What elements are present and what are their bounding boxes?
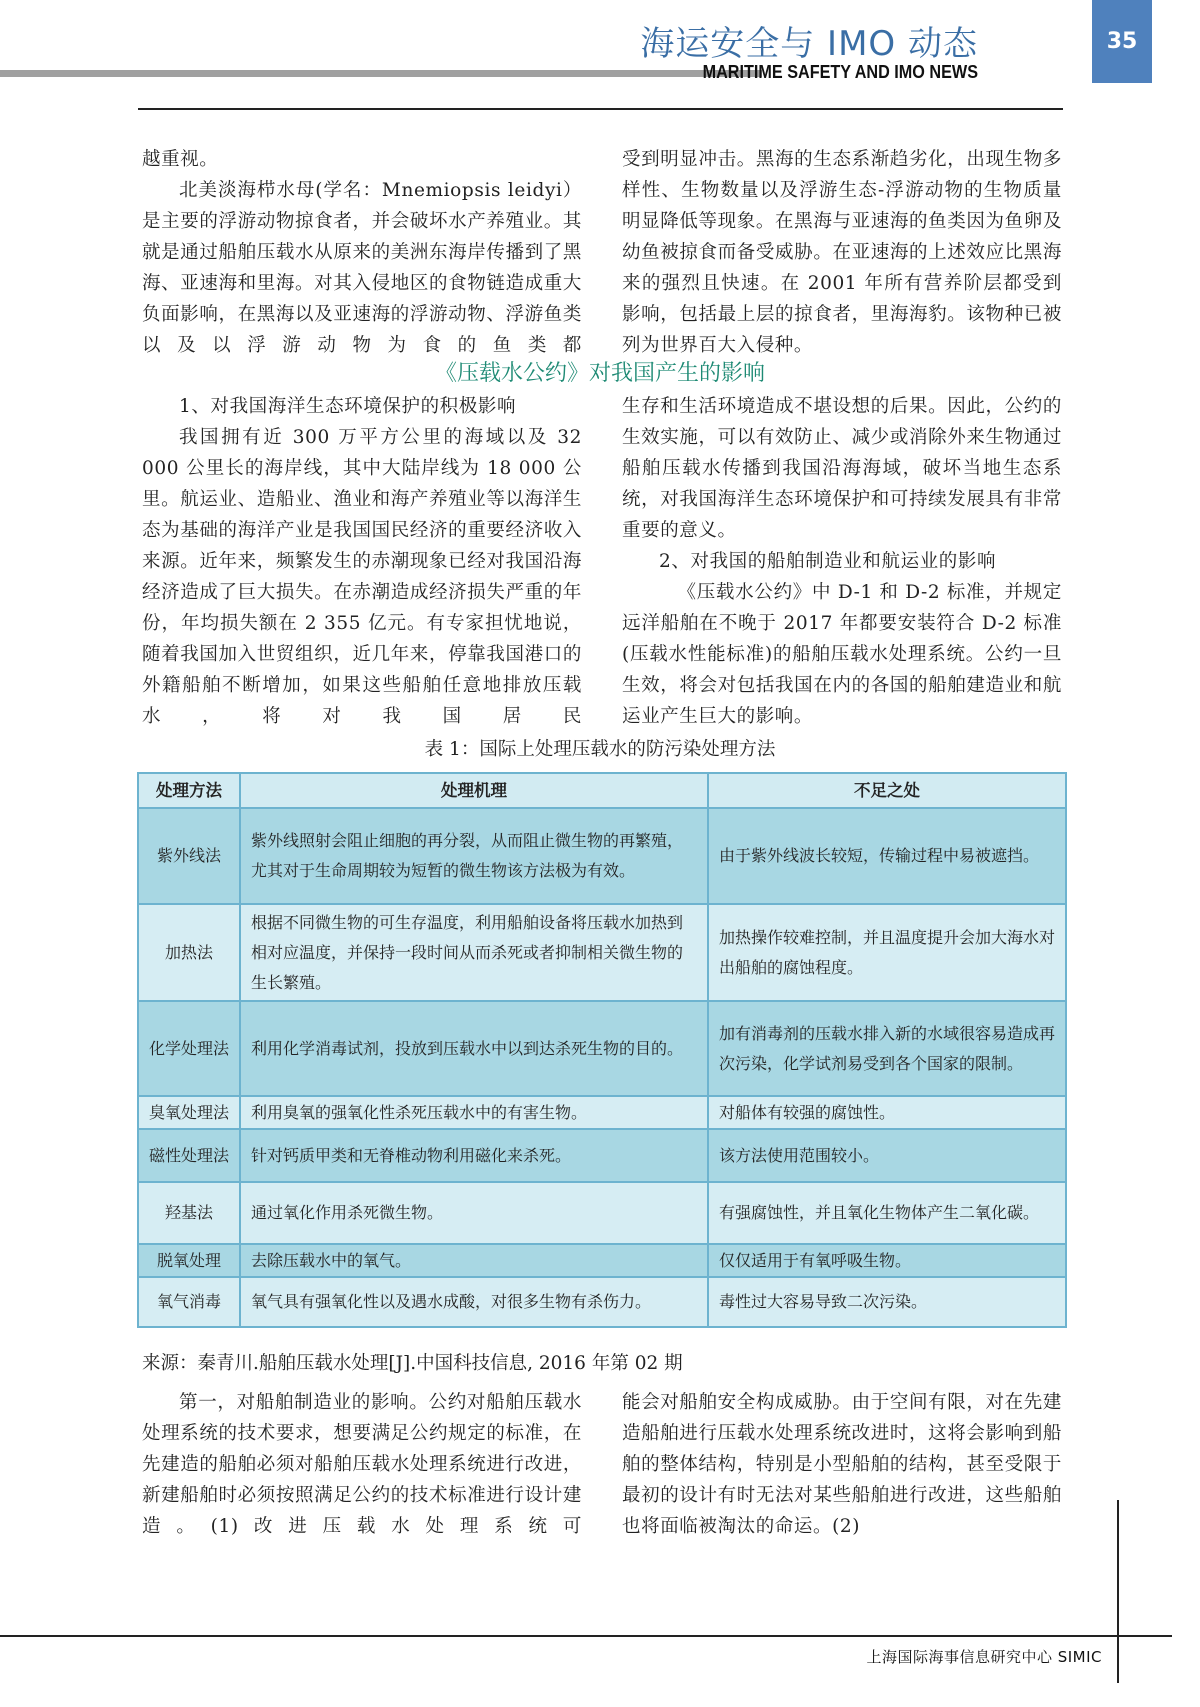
- table-row: [138, 1244, 1066, 1277]
- mechanism-cell: 针对钙质甲类和无脊椎动物利用磁化来杀死。: [240, 1129, 708, 1182]
- shortcoming-cell: 对船体有较强的腐蚀性。: [708, 1096, 1066, 1129]
- header-rule: [138, 108, 1063, 110]
- column-header: 处理方法: [138, 773, 240, 808]
- table-header-row: [138, 773, 1066, 808]
- column-right-middle: [622, 391, 1062, 732]
- table-row: [138, 1096, 1066, 1129]
- mechanism-cell: 利用臭氧的强氧化性杀死压载水中的有害生物。: [240, 1096, 708, 1129]
- header-gray-bar: [0, 70, 762, 77]
- shortcoming-cell: 加热操作较难控制，并且温度提升会加大海水对出船舶的腐蚀程度。: [708, 904, 1066, 1001]
- shortcoming-cell: 有强腐蚀性，并且氧化生物体产生二氧化碳。: [708, 1182, 1066, 1244]
- column-header: 处理机理: [240, 773, 708, 808]
- mechanism-cell: 根据不同微生物的可生存温度，利用船舶设备将压载水加热到相对应温度，并保持一段时间从而杀死或者抑制相关微生物的生长繁殖。: [240, 904, 708, 1001]
- footer-vertical-rule: [1117, 1500, 1119, 1683]
- paragraph: 生存和生活环境造成不堪设想的后果。因此，公约的生效实施，可以有效防止、减少或消除外来生物通过船舶压载水传播到我国沿海海域，破坏当地生态系统，对我国海洋生态环境保护和可持续发展具有非常重要的意义。: [622, 396, 1062, 541]
- column-left-top: [142, 144, 582, 361]
- shortcoming-cell: 仅仅适用于有氧呼吸生物。: [708, 1244, 1066, 1277]
- shortcoming-cell: 由于紫外线波长较短，传输过程中易被遮挡。: [708, 808, 1066, 904]
- column-header: 不足之处: [708, 773, 1066, 808]
- method-cell: 脱氧处理: [138, 1244, 240, 1277]
- method-cell: 化学处理法: [138, 1001, 240, 1096]
- mechanism-cell: 紫外线照射会阻止细胞的再分裂，从而阻止微生物的再繁殖，尤其对于生命周期较为短暂的微生物该方法极为有效。: [240, 808, 708, 904]
- method-cell: 臭氧处理法: [138, 1096, 240, 1129]
- table-row: [138, 1182, 1066, 1244]
- table-row: [138, 1277, 1066, 1327]
- table-caption: 表 1：国际上处理压载水的防污染处理方法: [424, 739, 776, 760]
- column-left-bottom: [142, 1387, 582, 1542]
- footer-rule: [0, 1635, 1172, 1637]
- paragraph: 《压载水公约》中 D-1 和 D-2 标准，并规定远洋船舶在不晚于 2017 年都要安装符合 D-2 标准(压载水性能标准)的船舶压载水处理系统。公约一旦生效，将会对包括我国在内的各国的船舶建造业和航运业产生巨大的影响。: [622, 582, 1062, 727]
- section-title: 《压载水公约》对我国产生的影响: [434, 361, 765, 386]
- paragraph: 北美淡海栉水母(学名：Mnemiopsis leidyi）是主要的浮游动物掠食者，并会破坏水产养殖业。其就是通过船舶压载水从原来的美洲东海岸传播到了黑海、亚速海和里海。对其入侵地区的食物链造成重大负面影响，在黑海以及亚速海的浮游动物、浮游鱼类以及以浮游动物为食的鱼类都: [142, 180, 582, 356]
- shortcoming-cell: 加有消毒剂的压载水排入新的水域很容易造成再次污染，化学试剂易受到各个国家的限制。: [708, 1001, 1066, 1096]
- paragraph: 第一，对船舶制造业的影响。公约对船舶压载水处理系统的技术要求，想要满足公约规定的标准，在先建造的船舶必须对船舶压载水处理系统进行改进，新建船舶时必须按照满足公约的技术标准进行设计建造。(1)改进压载水处理系统可: [142, 1392, 582, 1537]
- method-cell: 氧气消毒: [138, 1277, 240, 1327]
- journal-title: 海运安全与 IMO 动态: [640, 24, 978, 64]
- treatment-methods-table: [137, 772, 1067, 1328]
- page-number-badge: [1092, 0, 1152, 83]
- page-number: 35: [1106, 29, 1138, 54]
- mechanism-cell: 氧气具有强氧化性以及遇水成酸，对很多生物有杀伤力。: [240, 1277, 708, 1327]
- table-row: [138, 1129, 1066, 1182]
- column-right-bottom: [622, 1387, 1062, 1542]
- footer-organization: 上海国际海事信息研究中心 SIMIC: [866, 1648, 1102, 1666]
- table-source: 来源：秦青川.船舶压载水处理[J].中国科技信息, 2016 年第 02 期: [142, 1353, 683, 1374]
- method-cell: 紫外线法: [138, 808, 240, 904]
- column-left-middle: [142, 391, 582, 732]
- table-row: [138, 808, 1066, 904]
- paragraph: 受到明显冲击。黑海的生态系渐趋劣化，出现生物多样性、生物数量以及浮游生态-浮游动物的生物质量明显降低等现象。在黑海与亚速海的鱼类因为鱼卵及幼鱼被掠食而备受威胁。在亚速海的上述效应比黑海来的强烈且快速。在 2001 年所有营养阶层都受到影响，包括最上层的掠食者，里海海豹。该物种已被列为世界百大入侵种。: [622, 149, 1062, 356]
- mechanism-cell: 去除压载水中的氧气。: [240, 1244, 708, 1277]
- shortcoming-cell: 毒性过大容易导致二次污染。: [708, 1277, 1066, 1327]
- paragraph: 能会对船舶安全构成威胁。由于空间有限，对在先建造船舶进行压载水处理系统改进时，这将会影响到船舶的整体结构，特别是小型船舶的结构，甚至受限于最初的设计有时无法对某些船舶进行改进，这些船舶也将面临被淘汰的命运。(2): [622, 1392, 1062, 1537]
- method-cell: 加热法: [138, 904, 240, 1001]
- paragraph: 越重视。: [142, 149, 219, 170]
- method-cell: 羟基法: [138, 1182, 240, 1244]
- subheading: 1、对我国海洋生态环境保护的积极影响: [179, 396, 517, 417]
- mechanism-cell: 利用化学消毒试剂，投放到压载水中以到达杀死生物的目的。: [240, 1001, 708, 1096]
- mechanism-cell: 通过氧化作用杀死微生物。: [240, 1182, 708, 1244]
- method-cell: 磁性处理法: [138, 1129, 240, 1182]
- paragraph: 我国拥有近 300 万平方公里的海域以及 32 000 公里长的海岸线，其中大陆岸线为 18 000 公里。航运业、造船业、渔业和海产养殖业等以海洋生态为基础的海洋产业是我国国民经济的重要经济收入来源。近年来，频繁发生的赤潮现象已经对我国沿海经济造成了巨大损失。在赤潮造成经济损失严重的年份，年均损失额在 2 355 亿元。有专家担忧地说，随着我国加入世贸组织，近几年来，停靠我国港口的外籍船舶不断增加，如果这些船舶任意地排放压载水，将对我国居民: [142, 427, 582, 727]
- shortcoming-cell: 该方法使用范围较小。: [708, 1129, 1066, 1182]
- table-row: [138, 904, 1066, 1001]
- journal-subtitle: MARITIME SAFETY AND IMO NEWS: [702, 62, 978, 82]
- column-right-top: [622, 144, 1062, 361]
- table-row: [138, 1001, 1066, 1096]
- subheading: 2、对我国的船舶制造业和航运业的影响: [659, 551, 997, 572]
